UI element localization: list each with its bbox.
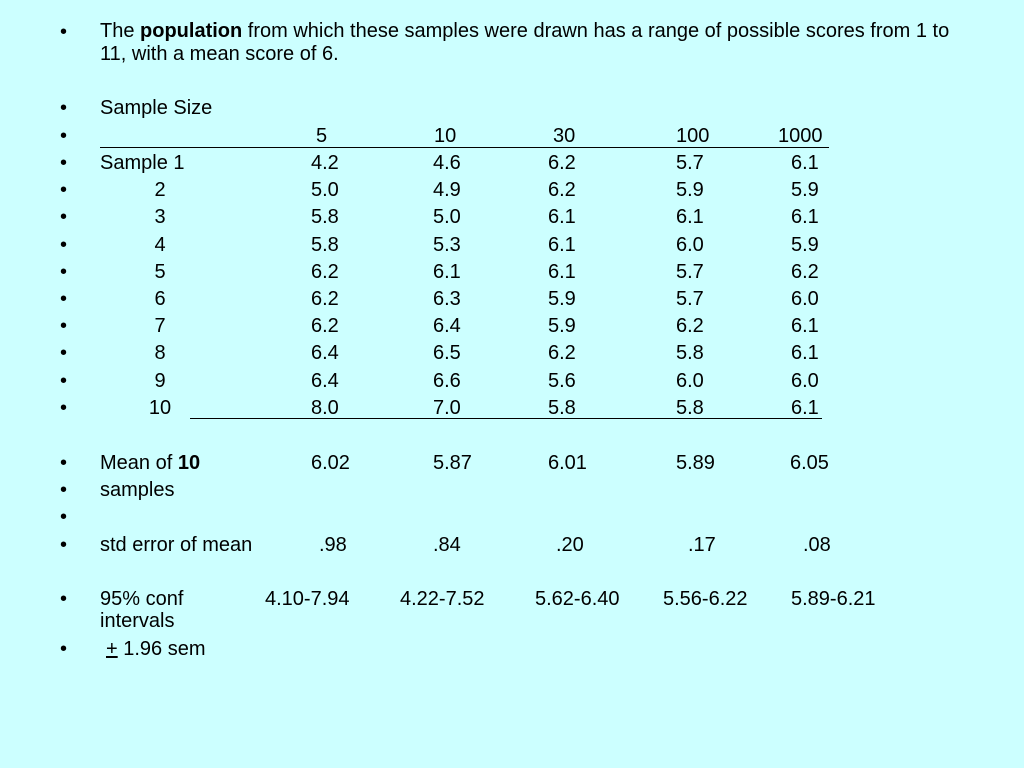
mean-value: 6.05 [790,452,829,474]
table-cell: 6.2 [676,315,704,337]
table-cell: 4.2 [311,152,339,174]
bullet: • [60,261,68,283]
table-cell: 6.4 [311,370,339,392]
table-cell: 6.1 [676,206,704,228]
row-label: 9 [154,370,166,392]
row-label: 6 [154,288,166,310]
table-cell: 5.7 [676,152,704,174]
table-cell: 6.1 [791,206,819,228]
table-cell: 5.7 [676,261,704,283]
sem-value: .98 [319,534,347,556]
sample-size-label: Sample Size [100,97,213,119]
table-cell: 4.9 [433,179,461,201]
ci-formula: + 1.96 sem [106,638,206,660]
sem-value: .08 [803,534,831,556]
table-cell: 6.1 [791,342,819,364]
table-cell: 6.1 [791,152,819,174]
bullet: • [60,506,68,528]
bullet: • [60,370,68,392]
row-label: 7 [154,315,166,337]
table-cell: 6.0 [676,370,704,392]
table-cell: 6.1 [433,261,461,283]
bullet: • [60,534,68,556]
bullet: • [60,315,68,337]
table-cell: 6.1 [548,261,576,283]
table-cell: 6.0 [791,370,819,392]
mean-label: Mean of 10 [100,452,201,474]
table-cell: 6.2 [311,261,339,283]
table-cell: 6.2 [548,179,576,201]
table-cell: 6.2 [548,152,576,174]
table-cell: 6.2 [311,315,339,337]
table-cell: 8.0 [311,397,339,419]
table-cell: 7.0 [433,397,461,419]
mean-value: 5.87 [433,452,472,474]
bullet: • [60,125,68,147]
table-cell: 6.5 [433,342,461,364]
bullet: • [60,638,68,660]
table-cell: 6.0 [791,288,819,310]
ci-label: 95% conf [100,588,184,610]
table-cell: 5.0 [311,179,339,201]
header-cell-1000: 1000 [778,125,823,147]
table-cell: 5.8 [548,397,576,419]
bullet: • [60,288,68,310]
table-cell: 6.1 [548,206,576,228]
bullet: • [60,452,68,474]
ci-value: 5.89-6.21 [791,588,876,610]
table-cell: 5.7 [676,288,704,310]
ci-value: 4.10-7.94 [265,588,350,610]
header-cell-30: 30 [553,125,576,147]
table-cell: 6.4 [433,315,461,337]
header-underline [100,147,829,148]
table-cell: 5.0 [433,206,461,228]
table-cell: 5.8 [311,206,339,228]
bullet: • [60,588,68,610]
table-cell: 5.9 [548,315,576,337]
mean-label-line2: samples [100,479,175,501]
row-label: 5 [154,261,166,283]
ci-value: 5.56-6.22 [663,588,748,610]
table-cell: 5.9 [791,234,819,256]
mean-value: 5.89 [676,452,715,474]
row-label: 3 [154,206,166,228]
row-label: Sample 1 [100,152,185,174]
bullet: • [60,206,68,228]
table-cell: 6.3 [433,288,461,310]
table-cell: 5.9 [548,288,576,310]
table-cell: 5.8 [311,234,339,256]
bullet: • [60,234,68,256]
mean-value: 6.02 [311,452,350,474]
bullet: • [60,97,68,119]
header-cell-5: 5 [316,125,328,147]
table-cell: 6.6 [433,370,461,392]
table-cell: 6.2 [311,288,339,310]
table-cell: 6.0 [676,234,704,256]
bullet: • [60,397,68,419]
sem-value: .17 [688,534,716,556]
table-cell: 5.8 [676,397,704,419]
table-cell: 4.6 [433,152,461,174]
row-label: 8 [154,342,166,364]
table-cell: 6.2 [548,342,576,364]
table-cell: 5.9 [676,179,704,201]
bullet: • [60,21,68,43]
last-row-underline [190,418,822,419]
row-label: 2 [154,179,166,201]
ci-value: 4.22-7.52 [400,588,485,610]
table-cell: 6.1 [791,397,819,419]
bullet: • [60,479,68,501]
table-cell: 5.9 [791,179,819,201]
sem-value: .20 [556,534,584,556]
row-label: 10 [148,397,172,419]
sem-label: std error of mean [100,534,253,556]
table-cell: 6.1 [548,234,576,256]
table-cell: 5.6 [548,370,576,392]
bullet: • [60,152,68,174]
table-cell: 6.1 [791,315,819,337]
bullet: • [60,342,68,364]
bullet: • [60,179,68,201]
ci-value: 5.62-6.40 [535,588,620,610]
table-cell: 5.3 [433,234,461,256]
sem-value: .84 [433,534,461,556]
header-cell-100: 100 [676,125,710,147]
table-cell: 6.2 [791,261,819,283]
row-label: 4 [154,234,166,256]
table-cell: 5.8 [676,342,704,364]
mean-value: 6.01 [548,452,587,474]
ci-label-line2: intervals [100,610,175,632]
plus-minus-sign: + [106,638,118,660]
intro-text: The population from which these samples were drawn has a range of possible scores from 1 to 11, with a mean score of 6. [100,20,950,65]
header-cell-10: 10 [434,125,457,147]
table-cell: 6.4 [311,342,339,364]
